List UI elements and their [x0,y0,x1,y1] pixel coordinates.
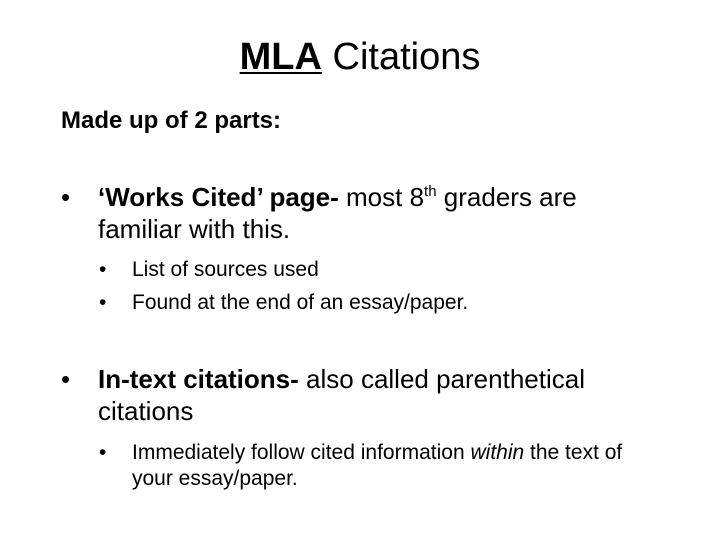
subbullet-text: List of sources used [132,258,319,281]
intro-text: Made up of 2 parts: [61,107,282,134]
subbullet-list-of-sources [99,257,659,283]
title-rest-part: Citations [332,36,481,78]
bullet-dot: • [61,364,71,394]
subbullet-text [132,440,659,492]
subbullet-italic-word: within [470,441,525,464]
subbullet-text: Found at the end of an essay/paper. [132,291,469,314]
subbullet-text-part: Immediately follow cited information [132,441,471,464]
bullet-works-cited [61,181,661,245]
bullet-text-part: also called parenthetical citations [98,364,585,426]
bullet-bold-term: ‘Works Cited’ page- [98,182,339,212]
superscript: th [424,183,437,200]
subbullet-dot: • [99,291,107,314]
title-bold-part: MLA [239,36,322,78]
bullet-dot: • [61,182,71,212]
subbullet-dot: • [99,441,107,464]
subbullet-dot: • [99,258,107,281]
bullet-text-part: most 8 [338,182,425,212]
subbullet-immediately-follow [99,440,659,492]
bullet-bold-term: In-text citations- [98,364,299,394]
bullet-in-text-citations [61,363,661,427]
subbullet-found-at-end [99,290,659,316]
bullet-text [98,363,661,427]
slide-title [0,34,720,80]
subbullet-text-part: the text of your essay/paper. [132,441,623,490]
bullet-text-part: graders are familiar with this. [98,182,577,244]
bullet-text [98,181,661,245]
